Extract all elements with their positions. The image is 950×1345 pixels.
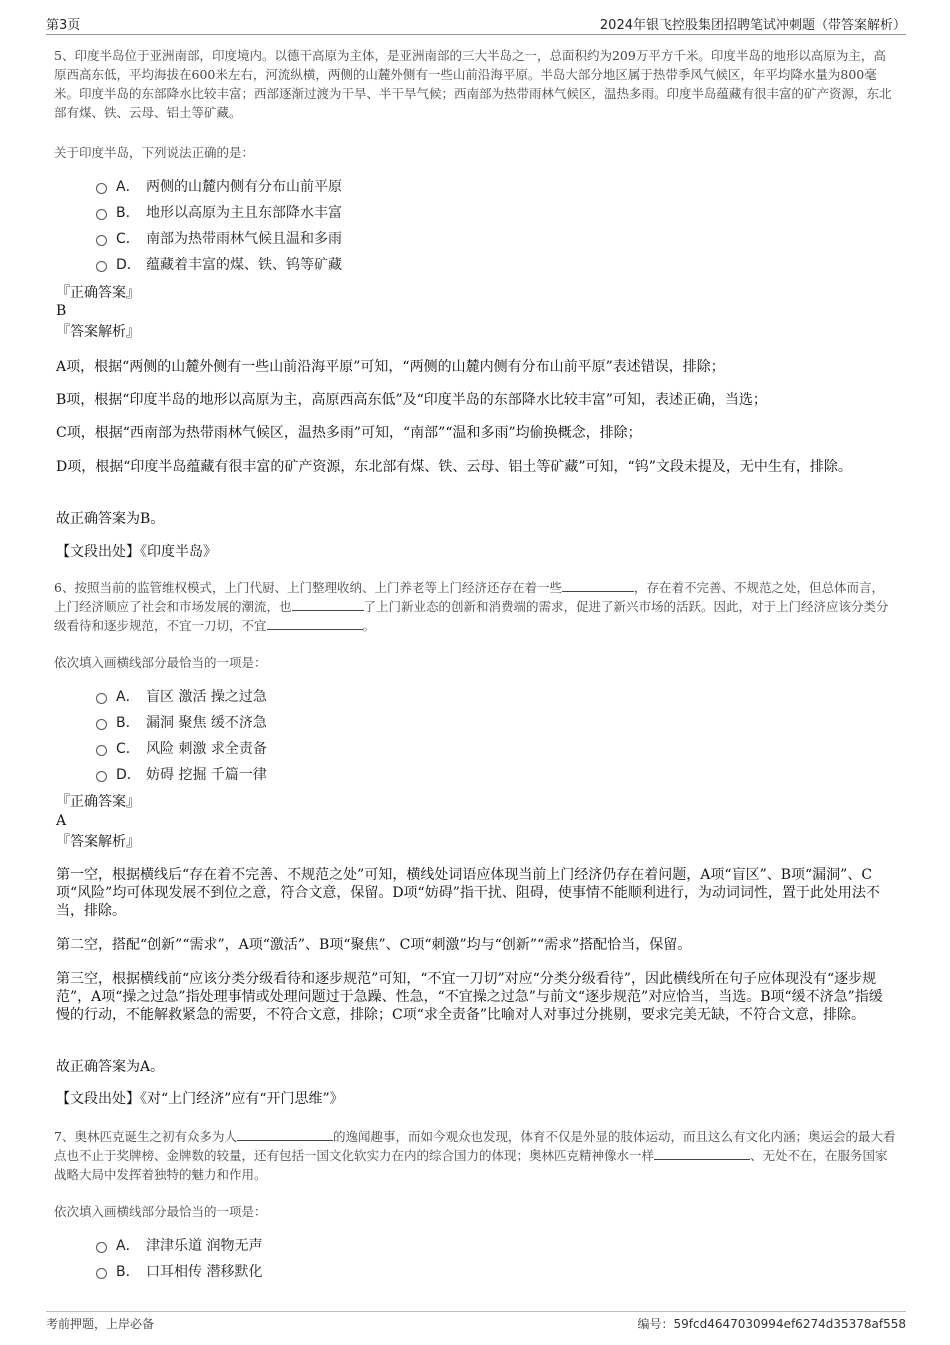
option-text: 漏洞 聚焦 缓不济急 [146,715,267,731]
radio-icon[interactable] [96,771,107,782]
blank-line [267,617,363,630]
option-text: 口耳相传 潜移默化 [146,1264,263,1280]
analysis-paragraph: 第一空，根据横线后“存在着不完善、不规范之处”可知，横线处词语应体现当前上门经济仍存在着问题，A项“盲区”、B项“漏洞”、C项“风险”均可体现发展不到位之意，符合文意，保留。D项“妨碍”指干扰、阻碍，使事情不能顺利进行，为动词词性，置于此处用法不当，排除。 [56,867,880,919]
radio-icon[interactable] [96,1268,107,1279]
option-text: 两侧的山麓内侧有分布山前平原 [146,179,342,195]
option-text: 地形以高原为主且东部降水丰富 [146,205,342,221]
option-text: 盲区 激活 操之过急 [146,689,267,705]
page-header [46,12,906,35]
analysis-paragraph: D项，根据“印度半岛蕴藏有很丰富的矿产资源，东北部有煤、铁、云母、铝土等矿藏”可知，“钨”文段未提及，无中生有，排除。 [56,459,852,475]
blank-line [237,1128,333,1141]
question-5-prompt: 关于印度半岛，下列说法正确的是： [54,145,255,160]
radio-icon[interactable] [96,209,107,220]
answer-value: B [56,303,67,319]
question-5-options [96,173,342,277]
blank-line [562,579,634,592]
option-text: 风险 刺激 求全责备 [146,741,267,757]
option-c[interactable]: C． 风险 刺激 求全责备 [96,735,267,761]
answer-label: 『正确答案』 [56,794,140,810]
question-7-prompt: 依次填入画横线部分最恰当的一项是： [54,1204,267,1219]
option-c[interactable]: C． 南部为热带雨林气候且温和多雨 [96,225,342,251]
radio-icon[interactable] [96,183,107,194]
radio-icon[interactable] [96,1242,107,1253]
blank-line [292,598,364,611]
option-a[interactable]: A． 两侧的山麓内侧有分布山前平原 [96,173,342,199]
option-d[interactable]: D． 蕴藏着丰富的煤、铁、钨等矿藏 [96,251,342,277]
analysis-paragraph: 第三空，根据横线前“应该分类分级看待和逐步规范”可知，“不宜一刀切”对应“分类分级看待”，因此横线所在句子应体现没有“逐步规范”，A项“操之过急”指处理事情或处理问题过于急躁、性急，“不宜操之过急”与前文“逐步规范”对应恰当，当选。B项“缓不济急”指缓慢的行动，不能解救紧急的需要，不符合文意，排除；C项“求全责备”比喻对人对事过分挑剔，要求完美无缺，不符合文意，排除。 [56,971,883,1023]
document-id: 编号：59fcd4647030994ef6274d35378af558 [637,1317,906,1331]
analysis-label: 『答案解析』 [56,324,140,340]
analysis-paragraph: A项，根据“两侧的山麓外侧有一些山前沿海平原”可知，“两侧的山麓内侧有分布山前平原”表述错误，排除； [56,359,725,375]
footer-slogan: 考前押题，上岸必备 [46,1317,155,1331]
question-5-stem: 5、印度半岛位于亚洲南部，印度境内。以德干高原为主体，是亚洲南部的三大半岛之一，总面积约为209万平方千米。印度半岛的地形以高原为主，高原西高东低，平均海拔在600米左右，河流纵横，两侧的山麓外侧有一些山前沿海平原。半岛大部分地区属于热带季风气候区，年平均降水量为800毫米。印度半岛的东部降水比较丰富；西部逐渐过渡为干旱、半干旱气候；西南部为热带雨林气候区，温热多雨。印度半岛蕴藏有很丰富的矿产资源，东北部有煤、铁、云母、铝土等矿藏。 [54,48,892,120]
option-text: 津津乐道 润物无声 [146,1238,263,1254]
source-citation: 【文段出处】《印度半岛》 [56,544,217,560]
option-a[interactable]: A． 津津乐道 润物无声 [96,1232,262,1258]
question-6-prompt: 依次填入画横线部分最恰当的一项是： [54,655,267,670]
answer-label: 『正确答案』 [56,285,140,301]
option-b[interactable]: B． 漏洞 聚焦 缓不济急 [96,709,267,735]
radio-icon[interactable] [96,719,107,730]
blank-line [654,1147,750,1160]
option-b[interactable]: B． 口耳相传 潜移默化 [96,1258,262,1284]
analysis-label: 『答案解析』 [56,834,140,850]
answer-value: A [56,813,67,829]
option-text: 妨碍 挖掘 千篇一律 [146,767,267,783]
question-7-stem: 7、奥林匹克诞生之初有众多为人 的逸闻趣事，而如今观众也发现，体育不仅是外显的肢体运动，而且这么有文化内涵；奥运会的最大看点也不止于奖牌榜、金牌数的较量，还有包括一国文化软实力在内的综合国力的体现；奥林匹克精神像水一样 、无处不在，在服务国家战略大局中发挥着独特的魅力和作用。 [54,1129,896,1182]
radio-icon[interactable] [96,235,107,246]
option-b[interactable]: B． 地形以高原为主且东部降水丰富 [96,199,342,225]
source-citation: 【文段出处】《对“上门经济”应有“开门思维”》 [56,1091,344,1107]
document-title: 2024年银飞控股集团招聘笔试冲刺题（带答案解析） [599,18,906,33]
radio-icon[interactable] [96,261,107,272]
option-a[interactable]: A． 盲区 激活 操之过急 [96,683,267,709]
radio-icon[interactable] [96,745,107,756]
question-6-options [96,683,267,787]
page-footer [46,1311,906,1331]
analysis-conclusion: 故正确答案为A。 [56,1059,165,1075]
option-text: 南部为热带雨林气候且温和多雨 [146,231,342,247]
radio-icon[interactable] [96,693,107,704]
analysis-paragraph: C项，根据“西南部为热带雨林气候区，温热多雨”可知，“南部”“温和多雨”均偷换概念，排除； [56,425,642,441]
question-7-options [96,1232,262,1284]
page-number: 第3页 [46,18,81,33]
question-6-stem: 6、按照当前的监管维权模式，上门代厨、上门整理收纳、上门养老等上门经济还存在着一些 ，存在着不完善、不规范之处，但总体而言，上门经济顺应了社会和市场发展的潮流，也 了上门新业态的创新和消费端的需求，促进了新兴市场的活跃。因此，对于上门经济应该分类分级看待和逐步规范，不宜一刀切，不宜 。 [54,580,889,633]
option-d[interactable]: D． 妨碍 挖掘 千篇一律 [96,761,267,787]
analysis-conclusion: 故正确答案为B。 [56,511,165,527]
analysis-paragraph: B项，根据“印度半岛的地形以高原为主，高原西高东低”及“印度半岛的东部降水比较丰富”可知，表述正确，当选； [56,392,767,408]
analysis-paragraph: 第二空，搭配“创新”“需求”，A项“激活”、B项“聚焦”、C项“刺激”均与“创新”“需求”搭配恰当，保留。 [56,937,692,953]
option-text: 蕴藏着丰富的煤、铁、钨等矿藏 [146,257,342,273]
